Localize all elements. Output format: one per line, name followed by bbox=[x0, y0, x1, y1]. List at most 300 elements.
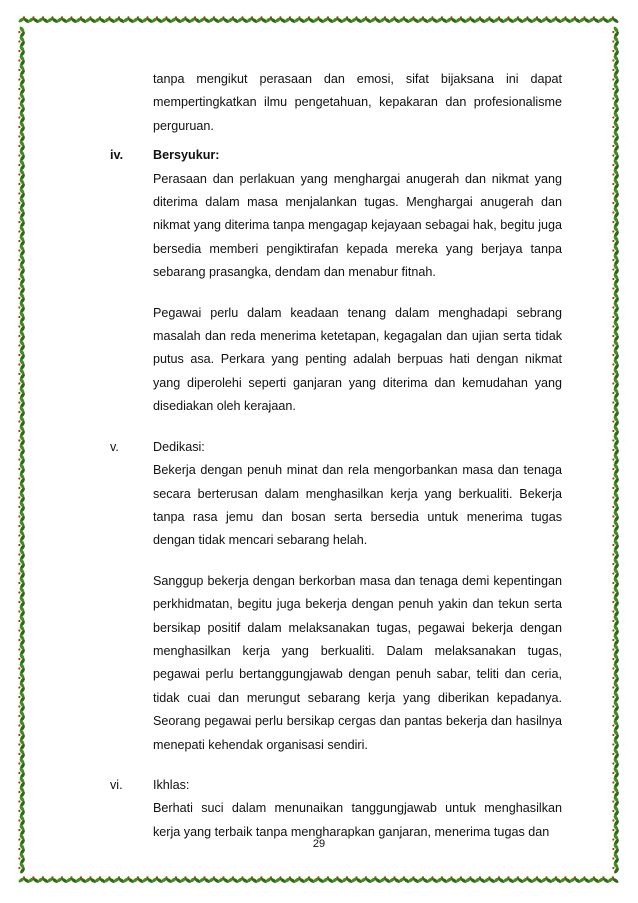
leaf-ornament bbox=[612, 254, 620, 267]
leaf-ornament bbox=[208, 876, 221, 884]
leaf-ornament bbox=[113, 16, 126, 24]
leaf-ornament bbox=[37, 16, 50, 24]
leaf-ornament bbox=[612, 444, 620, 457]
leaf-ornament bbox=[18, 282, 26, 295]
leaf-ornament bbox=[612, 311, 620, 324]
leaf-ornament bbox=[540, 876, 553, 884]
leaf-ornament bbox=[502, 16, 515, 24]
leaf-ornament bbox=[612, 225, 620, 238]
leaf-ornament bbox=[18, 102, 26, 115]
leaf-ornament bbox=[607, 876, 620, 884]
leaf-ornament bbox=[151, 876, 164, 884]
leaf-ornament bbox=[612, 140, 620, 153]
leaf-ornament bbox=[612, 653, 620, 666]
leaf-ornament bbox=[18, 301, 26, 314]
leaf-ornament bbox=[550, 16, 563, 24]
leaf-ornament bbox=[521, 876, 534, 884]
leaf-ornament bbox=[103, 876, 116, 884]
leaf-ornament bbox=[588, 876, 601, 884]
leaf-ornament bbox=[341, 876, 354, 884]
leaf-ornament bbox=[255, 876, 268, 884]
section-number: vi. bbox=[110, 777, 123, 792]
leaf-ornament bbox=[493, 876, 506, 884]
leaf-ornament bbox=[502, 876, 515, 884]
leaf-ornament bbox=[18, 767, 26, 780]
leaf-ornament bbox=[612, 235, 620, 248]
leaf-ornament bbox=[369, 16, 382, 24]
leaf-ornament bbox=[612, 596, 620, 609]
leaf-ornament bbox=[612, 320, 620, 333]
leaf-ornament bbox=[612, 662, 620, 675]
leaf-ornament bbox=[122, 876, 135, 884]
leaf-ornament bbox=[360, 16, 373, 24]
leaf-ornament bbox=[612, 187, 620, 200]
leaf-ornament bbox=[531, 16, 544, 24]
leaf-ornament bbox=[18, 434, 26, 447]
leaf-ornament bbox=[18, 681, 26, 694]
leaf-ornament bbox=[18, 482, 26, 495]
leaf-ornament bbox=[122, 16, 135, 24]
leaf-ornament bbox=[341, 16, 354, 24]
leaf-ornament bbox=[612, 263, 620, 276]
leaf-ornament bbox=[236, 876, 249, 884]
leaf-ornament bbox=[612, 387, 620, 400]
leaf-ornament bbox=[18, 605, 26, 618]
leaf-ornament bbox=[236, 16, 249, 24]
leaf-ornament bbox=[18, 738, 26, 751]
section-title: Ikhlas: bbox=[153, 777, 190, 792]
leaf-ornament bbox=[612, 35, 620, 48]
leaf-ornament bbox=[18, 653, 26, 666]
leaf-ornament bbox=[18, 876, 31, 884]
leaf-ornament bbox=[612, 786, 620, 799]
leaf-ornament bbox=[612, 805, 620, 818]
leaf-ornament bbox=[612, 634, 620, 647]
leaf-ornament bbox=[407, 16, 420, 24]
leaf-ornament bbox=[18, 596, 26, 609]
leaf-ornament bbox=[612, 776, 620, 789]
leaf-ornament bbox=[612, 862, 620, 875]
leaf-ornament bbox=[612, 434, 620, 447]
leaf-ornament bbox=[18, 700, 26, 713]
leaf-ornament bbox=[94, 16, 107, 24]
leaf-ornament bbox=[27, 876, 40, 884]
leaf-ornament bbox=[379, 16, 392, 24]
leaf-ornament bbox=[18, 197, 26, 210]
leaf-ornament bbox=[18, 558, 26, 571]
leaf-ornament bbox=[417, 16, 430, 24]
leaf-ornament bbox=[18, 292, 26, 305]
leaf-ornament bbox=[612, 624, 620, 637]
leaf-ornament bbox=[398, 16, 411, 24]
leaf-ornament bbox=[612, 339, 620, 352]
leaf-ornament bbox=[18, 54, 26, 67]
leaf-ornament bbox=[18, 672, 26, 685]
leaf-ornament bbox=[612, 425, 620, 438]
leaf-ornament bbox=[455, 16, 468, 24]
leaf-ornament bbox=[265, 876, 278, 884]
leaf-ornament bbox=[18, 710, 26, 723]
leaf-ornament bbox=[303, 16, 316, 24]
leaf-ornament bbox=[18, 387, 26, 400]
leaf-ornament bbox=[436, 876, 449, 884]
leaf-ornament bbox=[331, 16, 344, 24]
leaf-ornament bbox=[18, 463, 26, 476]
leaf-ornament bbox=[208, 16, 221, 24]
leaf-ornament bbox=[612, 814, 620, 827]
leaf-ornament bbox=[612, 92, 620, 105]
leaf-ornament bbox=[18, 130, 26, 143]
leaf-ornament bbox=[293, 16, 306, 24]
leaf-ornament bbox=[18, 73, 26, 86]
leaf-ornament bbox=[612, 605, 620, 618]
leaf-ornament bbox=[612, 178, 620, 191]
leaf-ornament bbox=[303, 876, 316, 884]
leaf-ornament bbox=[18, 235, 26, 248]
leaf-ornament bbox=[612, 729, 620, 742]
leaf-ornament bbox=[170, 876, 183, 884]
leaf-ornament bbox=[18, 615, 26, 628]
leaf-ornament bbox=[398, 876, 411, 884]
leaf-ornament bbox=[612, 824, 620, 837]
leaf-ornament bbox=[588, 16, 601, 24]
leaf-ornament bbox=[369, 876, 382, 884]
leaf-ornament bbox=[612, 64, 620, 77]
leaf-ornament bbox=[160, 876, 173, 884]
section-number: v. bbox=[110, 439, 119, 454]
leaf-ornament bbox=[18, 634, 26, 647]
leaf-ornament bbox=[388, 16, 401, 24]
leaf-ornament bbox=[569, 16, 582, 24]
leaf-ornament bbox=[18, 624, 26, 637]
leaf-ornament bbox=[56, 16, 69, 24]
leaf-ornament bbox=[350, 876, 363, 884]
leaf-ornament bbox=[151, 16, 164, 24]
leaf-ornament bbox=[612, 757, 620, 770]
leaf-ornament bbox=[18, 349, 26, 362]
leaf-ornament bbox=[189, 16, 202, 24]
leaf-ornament bbox=[18, 795, 26, 808]
leaf-ornament bbox=[18, 425, 26, 438]
leaf-ornament bbox=[18, 16, 31, 24]
leaf-ornament bbox=[18, 757, 26, 770]
leaf-ornament bbox=[56, 876, 69, 884]
leaf-ornament bbox=[18, 852, 26, 865]
section-paragraph: Perasaan dan perlakuan yang menghargai anugerah dan nikmat yang diterima dalam masa menjalankan tugas. Menghargai anugerah dan nikmat yang diterima tanpa mengagap kejayaan sebagai hak, begitu juga bersedia memberi pengiktirafan kepada mereka yang berjaya tanpa sebarang prasangka, dendam dan menabur fitnah. bbox=[153, 171, 562, 280]
leaf-ornament bbox=[312, 16, 325, 24]
leaf-ornament bbox=[18, 510, 26, 523]
leaf-ornament bbox=[18, 149, 26, 162]
leaf-ornament bbox=[132, 876, 145, 884]
leaf-ornament bbox=[612, 681, 620, 694]
leaf-ornament bbox=[18, 567, 26, 580]
leaf-ornament bbox=[18, 586, 26, 599]
leaf-ornament bbox=[18, 225, 26, 238]
leaf-ornament bbox=[612, 206, 620, 219]
leaf-ornament bbox=[612, 121, 620, 134]
leaf-ornament bbox=[322, 16, 335, 24]
leaf-ornament bbox=[94, 876, 107, 884]
leaf-ornament bbox=[18, 244, 26, 257]
leaf-ornament bbox=[464, 876, 477, 884]
leaf-ornament bbox=[65, 16, 78, 24]
leaf-ornament bbox=[521, 16, 534, 24]
leaf-ornament bbox=[350, 16, 363, 24]
leaf-ornament bbox=[464, 16, 477, 24]
leaf-ornament bbox=[612, 615, 620, 628]
leaf-ornament bbox=[18, 786, 26, 799]
leaf-ornament bbox=[607, 16, 620, 24]
leaf-ornament bbox=[274, 16, 287, 24]
leaf-ornament bbox=[18, 339, 26, 352]
leaf-ornament bbox=[27, 16, 40, 24]
leaf-ornament bbox=[18, 539, 26, 552]
leaf-ornament bbox=[612, 491, 620, 504]
leaf-ornament bbox=[18, 187, 26, 200]
leaf-ornament bbox=[37, 876, 50, 884]
intro-paragraph: tanpa mengikut perasaan dan emosi, sifat bijaksana ini dapat mempertingkatkan ilmu pengetahuan, kepakaran dan profesionalisme perguruan. bbox=[153, 72, 562, 133]
leaf-ornament bbox=[18, 719, 26, 732]
leaf-ornament bbox=[512, 876, 525, 884]
leaf-ornament bbox=[612, 330, 620, 343]
leaf-ornament bbox=[18, 216, 26, 229]
leaf-ornament bbox=[612, 45, 620, 58]
leaf-ornament bbox=[474, 876, 487, 884]
leaf-ornament bbox=[18, 748, 26, 761]
leaf-ornament bbox=[612, 529, 620, 542]
leaf-ornament bbox=[612, 738, 620, 751]
leaf-ornament bbox=[612, 168, 620, 181]
leaf-ornament bbox=[612, 748, 620, 761]
leaf-ornament bbox=[18, 415, 26, 428]
leaf-ornament bbox=[18, 643, 26, 656]
leaf-ornament bbox=[612, 244, 620, 257]
leaf-ornament bbox=[18, 691, 26, 704]
leaf-ornament bbox=[612, 767, 620, 780]
leaf-ornament bbox=[198, 16, 211, 24]
leaf-ornament bbox=[18, 453, 26, 466]
leaf-ornament bbox=[612, 301, 620, 314]
leaf-ornament bbox=[612, 558, 620, 571]
leaf-ornament bbox=[18, 548, 26, 561]
leaf-ornament bbox=[417, 876, 430, 884]
leaf-ornament bbox=[65, 876, 78, 884]
leaf-ornament bbox=[483, 16, 496, 24]
leaf-ornament bbox=[612, 216, 620, 229]
leaf-ornament bbox=[612, 292, 620, 305]
leaf-ornament bbox=[612, 282, 620, 295]
leaf-ornament bbox=[379, 876, 392, 884]
leaf-ornament bbox=[612, 700, 620, 713]
leaf-ornament bbox=[18, 377, 26, 390]
leaf-ornament bbox=[612, 586, 620, 599]
leaf-ornament bbox=[612, 643, 620, 656]
leaf-ornament bbox=[445, 876, 458, 884]
leaf-ornament bbox=[312, 876, 325, 884]
leaf-ornament bbox=[284, 876, 297, 884]
leaf-ornament bbox=[18, 577, 26, 590]
leaf-ornament bbox=[18, 824, 26, 837]
leaf-ornament bbox=[255, 16, 268, 24]
section-number: iv. bbox=[110, 148, 124, 163]
leaf-ornament bbox=[612, 577, 620, 590]
leaf-ornament bbox=[597, 876, 610, 884]
leaf-ornament bbox=[18, 862, 26, 875]
leaf-ornament bbox=[612, 548, 620, 561]
leaf-ornament bbox=[217, 876, 230, 884]
leaf-ornament bbox=[612, 453, 620, 466]
leaf-ornament bbox=[426, 16, 439, 24]
leaf-ornament bbox=[246, 876, 259, 884]
leaf-ornament bbox=[612, 102, 620, 115]
leaf-ornament bbox=[141, 16, 154, 24]
leaf-ornament bbox=[75, 16, 88, 24]
leaf-ornament bbox=[18, 45, 26, 58]
leaf-ornament bbox=[612, 377, 620, 390]
leaf-ornament bbox=[227, 876, 240, 884]
leaf-ornament bbox=[612, 795, 620, 808]
leaf-ornament bbox=[436, 16, 449, 24]
leaf-ornament bbox=[18, 330, 26, 343]
leaf-ornament bbox=[18, 444, 26, 457]
leaf-ornament bbox=[18, 406, 26, 419]
section-title: Dedikasi: bbox=[153, 439, 205, 454]
leaf-ornament bbox=[483, 876, 496, 884]
leaf-ornament bbox=[540, 16, 553, 24]
leaf-ornament bbox=[493, 16, 506, 24]
leaf-ornament bbox=[612, 539, 620, 552]
leaf-ornament bbox=[18, 263, 26, 276]
leaf-ornament bbox=[18, 121, 26, 134]
leaf-ornament bbox=[322, 876, 335, 884]
leaf-ornament bbox=[407, 876, 420, 884]
leaf-ornament bbox=[445, 16, 458, 24]
leaf-ornament bbox=[597, 16, 610, 24]
leaf-ornament bbox=[179, 16, 192, 24]
leaf-ornament bbox=[189, 876, 202, 884]
leaf-ornament bbox=[18, 396, 26, 409]
leaf-ornament bbox=[227, 16, 240, 24]
section-iv bbox=[110, 144, 562, 418]
leaf-ornament bbox=[612, 567, 620, 580]
leaf-ornament bbox=[612, 472, 620, 485]
leaf-ornament bbox=[84, 876, 97, 884]
leaf-ornament bbox=[612, 159, 620, 172]
leaf-ornament bbox=[455, 876, 468, 884]
leaf-ornament bbox=[18, 26, 26, 39]
leaf-ornament bbox=[612, 83, 620, 96]
leaf-ornament bbox=[18, 64, 26, 77]
leaf-ornament bbox=[160, 16, 173, 24]
leaf-ornament bbox=[388, 876, 401, 884]
leaf-ornament bbox=[18, 814, 26, 827]
leaf-ornament bbox=[18, 140, 26, 153]
leaf-ornament bbox=[284, 16, 297, 24]
leaf-ornament bbox=[18, 776, 26, 789]
leaf-ornament bbox=[578, 16, 591, 24]
leaf-ornament bbox=[612, 482, 620, 495]
leaf-ornament bbox=[612, 73, 620, 86]
leaf-ornament bbox=[612, 510, 620, 523]
leaf-ornament bbox=[18, 206, 26, 219]
leaf-ornament bbox=[46, 16, 59, 24]
section-paragraph: Berhati suci dalam menunaikan tanggungjawab untuk menghasilkan kerja yang terbaik tanpa mengharapkan ganjaran, menerima tugas dan bbox=[153, 801, 562, 839]
leaf-ornament bbox=[132, 16, 145, 24]
section-paragraph: Bekerja dengan penuh minat dan rela mengorbankan masa dan tenaga secara berterusan dalam menghasilkan kerja yang berkualiti. Bekerja tanpa rasa jemu dan bosan serta bersedia untuk menerima tugas dengan tidak mencari sebarang helah. bbox=[153, 463, 562, 548]
leaf-ornament bbox=[612, 54, 620, 67]
leaf-ornament bbox=[612, 672, 620, 685]
leaf-ornament bbox=[18, 178, 26, 191]
leaf-ornament bbox=[578, 876, 591, 884]
page-number: 29 bbox=[312, 838, 326, 850]
leaf-ornament bbox=[612, 501, 620, 514]
section-vi bbox=[110, 774, 562, 844]
section-v bbox=[110, 436, 562, 757]
leaf-ornament bbox=[18, 320, 26, 333]
leaf-ornament bbox=[474, 16, 487, 24]
leaf-ornament bbox=[612, 406, 620, 419]
leaf-ornament bbox=[18, 92, 26, 105]
leaf-ornament bbox=[612, 358, 620, 371]
leaf-ornament bbox=[512, 16, 525, 24]
leaf-ornament bbox=[217, 16, 230, 24]
leaf-ornament bbox=[18, 159, 26, 172]
leaf-ornament bbox=[612, 273, 620, 286]
leaf-ornament bbox=[612, 149, 620, 162]
leaf-ornament bbox=[274, 876, 287, 884]
leaf-ornament bbox=[75, 876, 88, 884]
leaf-ornament bbox=[141, 876, 154, 884]
leaf-ornament bbox=[265, 16, 278, 24]
leaf-ornament bbox=[18, 729, 26, 742]
section-title: Bersyukur: bbox=[153, 148, 220, 163]
leaf-ornament bbox=[559, 16, 572, 24]
leaf-ornament bbox=[331, 876, 344, 884]
leaf-ornament bbox=[18, 83, 26, 96]
leaf-ornament bbox=[612, 520, 620, 533]
leaf-ornament bbox=[18, 368, 26, 381]
leaf-ornament bbox=[18, 501, 26, 514]
leaf-ornament bbox=[246, 16, 259, 24]
leaf-ornament bbox=[18, 311, 26, 324]
leaf-ornament bbox=[18, 168, 26, 181]
leaf-ornament bbox=[84, 16, 97, 24]
leaf-ornament bbox=[18, 472, 26, 485]
document-body bbox=[110, 68, 562, 844]
leaf-ornament bbox=[612, 396, 620, 409]
leaf-ornament bbox=[612, 852, 620, 865]
leaf-ornament bbox=[46, 876, 59, 884]
leaf-ornament bbox=[612, 463, 620, 476]
leaf-ornament bbox=[550, 876, 563, 884]
leaf-ornament bbox=[18, 273, 26, 286]
section-paragraph: Pegawai perlu dalam keadaan tenang dalam menghadapi sebrang masalah dan reda menerima ketetapan, kegagalan dan ujian serta tidak putus asa. Perkara yang penting adalah berpuas hati dengan nikmat yang diperolehi seperti ganjaran yang diterima dan kemudahan yang disediakan oleh kerajaan. bbox=[153, 305, 562, 414]
leaf-ornament bbox=[18, 358, 26, 371]
leaf-ornament bbox=[18, 254, 26, 267]
leaf-ornament bbox=[18, 35, 26, 48]
leaf-ornament bbox=[612, 197, 620, 210]
leaf-ornament bbox=[612, 691, 620, 704]
leaf-ornament bbox=[170, 16, 183, 24]
leaf-ornament bbox=[18, 805, 26, 818]
leaf-ornament bbox=[612, 130, 620, 143]
section-paragraph: Sanggup bekerja dengan berkorban masa dan tenaga demi kepentingan perkhidmatan, begitu juga bekerja dengan penuh yakin dan tekun serta bersikap positif dalam melaksanakan tugas, pegawai bekerja dengan menghasilkan kerja yang berkualiti. Dalam melaksanakan tugas, pegawai perlu bertanggungjawab dengan penuh sabar, teliti dan ceria, tidak cuai dan merungut sebarang kerja yang diberikan kepadanya. Seorang pegawai perlu bersikap cergas dan pantas bekerja dan hasilnya menepati kehendak organisasi sendiri. bbox=[153, 573, 562, 752]
leaf-ornament bbox=[612, 415, 620, 428]
leaf-ornament bbox=[293, 876, 306, 884]
leaf-ornament bbox=[113, 876, 126, 884]
leaf-ornament bbox=[612, 719, 620, 732]
leaf-ornament bbox=[18, 111, 26, 124]
